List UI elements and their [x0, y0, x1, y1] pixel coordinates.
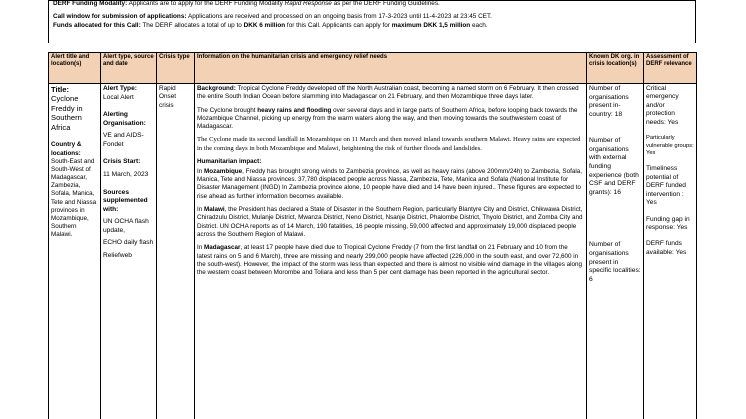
- assessment-item: Funding gap in response: Yes: [646, 215, 690, 232]
- cell-crisis-info: [195, 84, 587, 419]
- rains-text-b: over several days and in large parts of Southern Africa, before looping back towards the Mozambique Channel, picking up energy from the warm waters along the way, and then moving towards the southwestern coast of Madagascar.: [197, 106, 578, 131]
- rains-paragraph: [197, 107, 584, 132]
- background-paragraph: [197, 85, 584, 102]
- header-known-dk: Known DK org. in crisis location(s): [587, 53, 644, 84]
- alert-type-label: Alert Type:: [103, 85, 137, 92]
- cell-assessment: [644, 84, 697, 419]
- source-item: Reliefweb: [103, 251, 132, 259]
- assessment-item: Particularly vulnerable groups: Yes: [646, 135, 694, 156]
- call-window-text: Applications are received and processed on an ongoing basis from 17-3-2023 until 11-4-2023 at 23:45 CET.: [186, 13, 492, 21]
- mal-text-a: In: [197, 206, 205, 214]
- impact-heading: [197, 158, 584, 166]
- header-info: Information on the humanitarian crisis and emergency relief needs: [195, 53, 587, 84]
- funds-amount: DKK 6 million: [243, 21, 286, 29]
- cell-known-dk: [587, 84, 644, 419]
- mad-text-b: , at least 17 people have died due to Tropical Cyclone Freddy (7 from the first landfall on 21 February and 10 from the latest rains on 5 and 6 March), three are missing and nearly 299,000 people have affected (226,000 in the south east, and over 72,600 in the south-west). However, the impact of the storm was less than expected and there is almost no visible wind damage in the villages along the western coast between Morombe and Toliara and less than 5 per cent damage has been reported in the agricultural sector.: [197, 244, 583, 277]
- assessment-item: Timeliness potential of DERF funded intervention : Yes: [646, 165, 686, 207]
- document-page: [48, 0, 696, 419]
- funding-modality-end: as per the DERF Funding Guidelines.: [331, 0, 440, 7]
- madagascar-paragraph: [197, 244, 584, 277]
- header-alert-type: Alert type, source and date: [101, 53, 157, 84]
- funding-modality-italic: Rapid Response: [284, 0, 332, 7]
- alert-type-value: Local Alert: [103, 93, 134, 101]
- header-assessment: Assessment of DERF relevance: [644, 53, 697, 84]
- funding-modality-line: [53, 0, 691, 8]
- funding-modality-label: DERF Funding Modality:: [53, 0, 128, 7]
- title-value: Cyclone Freddy in Southern Africa: [51, 94, 83, 132]
- header-alert-title: Alert title and location(s): [49, 53, 101, 84]
- cell-crisis-type: [157, 84, 195, 419]
- malawi-paragraph: [197, 206, 584, 239]
- background-label: Background:: [197, 85, 236, 92]
- moz-text-a: In: [197, 167, 205, 175]
- call-intro: [48, 0, 696, 43]
- funds-end: each.: [470, 21, 488, 29]
- mal-bold: Malawi: [204, 206, 225, 214]
- call-window-line: [53, 13, 691, 21]
- country-label: Country & locations:: [51, 141, 82, 157]
- landfall-paragraph: The Cyclone made its second landfall in Mozambique on 11 March and then moved inland towards southern Malawi. Heavy rains are expected in the coming days in both Mozambique and Malawi, heightening the risk of further floods and landslides.: [197, 136, 581, 152]
- alerting-org-value: VE and AIDS-Fondet: [103, 132, 144, 148]
- country-value: South-East and South-West of Madagascar, Zambezia, Sofala, Manica, Tete and Niassa provinces in Mozambique, Southern Malawi.: [51, 157, 97, 239]
- background-text: Tropical Cyclone Freddy developed off the North Australian coast, becoming a named storm on 6 February. It then crossed the entire South Indian Ocean before slamming into Madagascar on 21 February, and then Mozambique three days later.: [197, 85, 579, 101]
- sources-label: Sources supplemented with:: [103, 188, 148, 213]
- mozambique-paragraph: [197, 168, 584, 201]
- funds-max: maximum DKK 1,5 million: [391, 21, 471, 29]
- alerting-org-label: Alerting Organisation:: [103, 111, 146, 127]
- known-dk-item: Number of organisations present in specific localities: 6: [589, 241, 641, 283]
- call-window-label: Call window for submission of applications:: [53, 13, 187, 21]
- funds-allocated-line: [53, 22, 691, 30]
- crisis-type-value: Rapid Onset crisis: [159, 85, 177, 109]
- moz-bold: Mozambique: [204, 167, 243, 175]
- source-item: UN OCHA flash update,: [103, 218, 149, 234]
- crisis-start-value: 11 March, 2023: [103, 170, 149, 178]
- mad-text-a: In: [197, 244, 205, 252]
- header-crisis-type: Crisis type: [157, 53, 195, 84]
- funds-text: The DERF allocates a total of up to: [140, 21, 244, 29]
- table-row: [49, 84, 697, 419]
- header-row: [49, 53, 697, 84]
- assessment-item: DERF funds available: Yes: [646, 240, 687, 256]
- funds-mid: for this Call. Applicants can apply for: [285, 21, 392, 29]
- funding-modality-text: Applicants are to apply for the DERF Funding Modality: [127, 0, 285, 7]
- rains-bold: heavy rains and flooding: [257, 106, 332, 114]
- cell-alert-title: [49, 84, 101, 419]
- moz-text-b: , Freddy has brought strong winds to Zambezia province, as well as heavy rains (above 200mm/24h) to Zambezia, Sofala, Manica, Tete and Niassa provinces. 37,780 displaced people across Nassa, Zambezia, Tete, Manica and Sofala (National Institute for Disaster Management (INGD) In Zambezia province alone, 10 people have died and 14 have been injured.. These figures are expected to rise ahead as further information becomes available.: [197, 167, 583, 200]
- crisis-start-label: Crisis Start:: [103, 158, 141, 166]
- mad-bold: Madagascar: [204, 244, 241, 252]
- rains-text-a: The Cyclone brought: [197, 106, 258, 114]
- mal-text-b: , the President has declared a State of Disaster in the Southern Region, particularly Blantyre City and District, Chikwawa District, Chiradzulu District, Mulanje District, Mwanza District, Neno District, Nsanje District, Phalombe District, Thyolo District, and Zomba City and District. UN OCHA reports as of 14 March, 190 fatalities, 16 people missing, 59,000 affected and approximately 19,000 displaced people across the Southern Region of Malawi.: [197, 206, 583, 238]
- funds-allocated-label: Funds allocated for this Call:: [53, 21, 141, 29]
- alert-table: [48, 52, 697, 419]
- known-dk-item: Number of organisations present in-country: 18: [589, 85, 629, 118]
- source-item: ECHO daily flash: [103, 239, 154, 247]
- impact-label: Humanitarian impact:: [197, 157, 262, 165]
- assessment-item: Critical emergency and/or protection needs: Yes: [646, 85, 679, 126]
- title-label: Title:: [51, 85, 70, 94]
- cell-alert-type: [101, 84, 157, 419]
- known-dk-item: Number of organisations with external funding experience (both CSF and DERF grants): 16: [589, 137, 639, 196]
